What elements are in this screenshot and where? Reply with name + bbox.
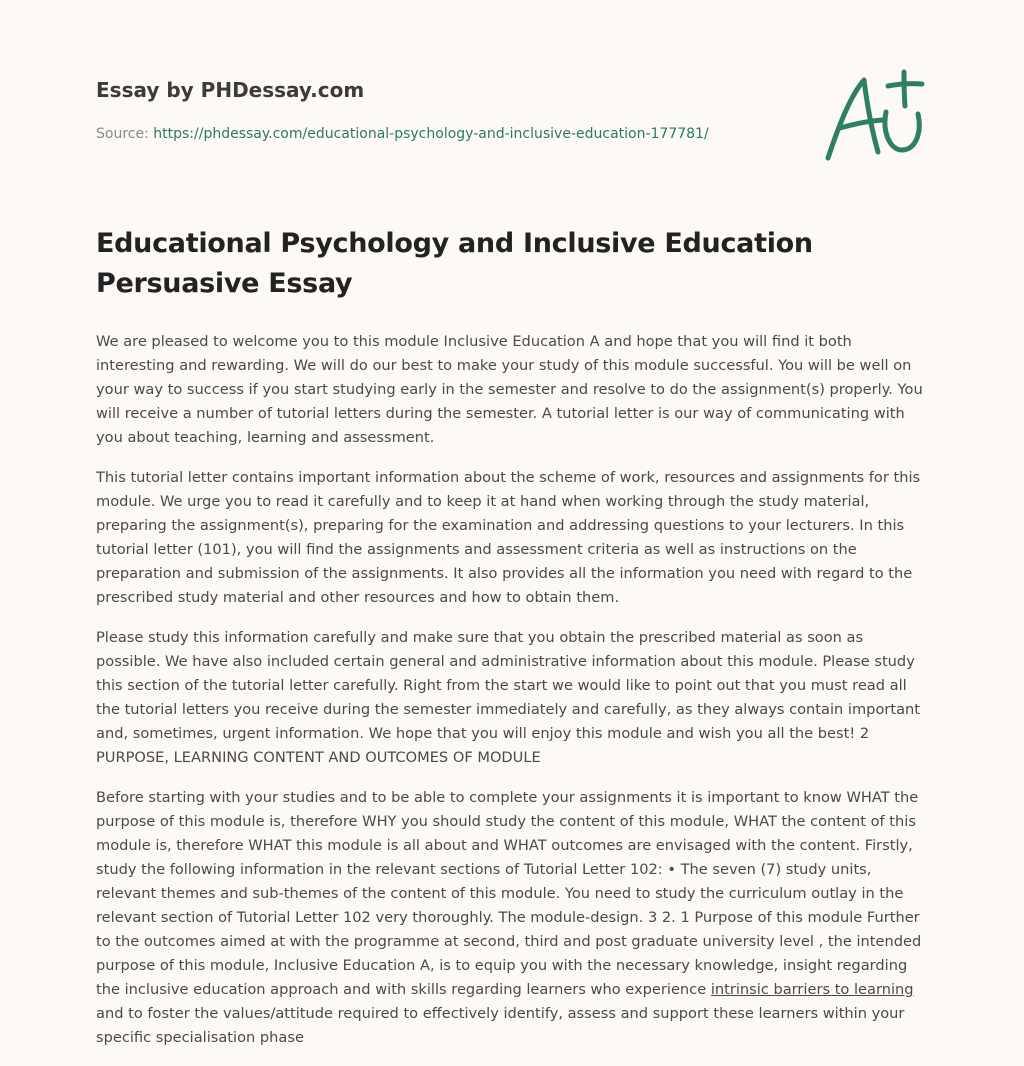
essay-paragraph-3: Please study this information carefully and make sure that you obtain the prescribed material as soon as possible. We have also included certain general and administrative information about this module. Please study this section of the tutorial letter carefully. Right from the start we would like to point out that you must read all the tutorial letters you receive during the semester immediately and carefully, as they always contain important and, sometimes, urgent information. We hope that you will enjoy this module and wish you all the best! 2 PURPOSE, LEARNING CONTENT AND OUTCOMES OF MODULE [96, 629, 921, 766]
paragraph-text: Before starting with your studies and to be able to complete your assignments it is important to know WHAT the purpose of this module is, therefore WHY you should study the content of this module, WHAT the content of this module is, therefore WHAT this module is all about and WHAT outcomes are envisaged with the content. Firstly, study the following information in the relevant sections of Tutorial Letter 102: • The seven (7) study units, relevant themes and sub-themes of the content of this module. You need to study the curriculum outlay in the relevant section of Tutorial Letter 102 very thoroughly. The module-design. 3 2. 1 Purpose of this module Further to the outcomes aimed at with the programme at second, third and post graduate university level , the intended purpose of this module, Inclusive Education A, is to equip you with the necessary knowledge, insight regarding the inclusive education approach and with skills regarding learners who experience [96, 789, 922, 998]
essay-title: Educational Psychology and Inclusive Education Persuasive Essay [96, 228, 813, 299]
source-label: Source: [96, 126, 154, 142]
a-plus-logo-icon [820, 66, 930, 166]
source-line [96, 124, 796, 144]
paragraph-text: and to foster the values/attitude required to effectively identify, assess and support these learners within your specific specialisation phase [96, 1005, 905, 1046]
essay-paragraph-2: This tutorial letter contains important information about the scheme of work, resources and assignments for this module. We urge you to read it carefully and to keep it at hand when working through the study material, preparing the assignment(s), preparing for the examination and addressing questions to your lecturers. In this tutorial letter (101), you will find the assignments and assessment criteria as well as instructions on the preparation and submission of the assignments. It also provides all the information you need with regard to the prescribed study material and other resources and how to obtain them. [96, 469, 921, 606]
site-name: Essay by PHDessay.com [96, 78, 365, 102]
source-link[interactable]: https://phdessay.com/educational-psychology-and-inclusive-education-177781/ [153, 126, 709, 142]
barriers-link[interactable]: intrinsic barriers to learning [710, 981, 914, 998]
document-header [96, 76, 796, 144]
essay-paragraph-1: We are pleased to welcome you to this module Inclusive Education A and hope that you will find it both interesting and rewarding. We will do our best to make your study of this module successful. You will be well on your way to success if you start studying early in the semester and resolve to do the assignment(s) properly. You will receive a number of tutorial letters during the semester. A tutorial letter is our way of communicating with you about teaching, learning and assessment. [96, 333, 923, 446]
essay-paragraph-4 [96, 786, 930, 1050]
essay-content [96, 224, 930, 1066]
